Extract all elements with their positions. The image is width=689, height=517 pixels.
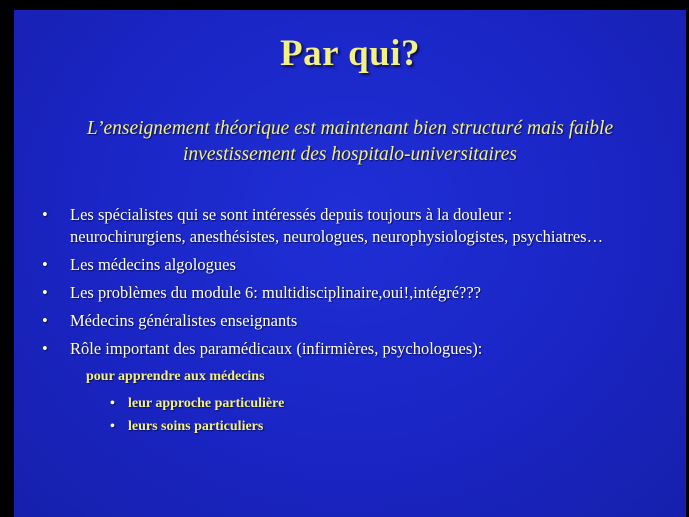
bullet-item-module-6 bbox=[40, 282, 686, 304]
bullet-text: Rôle important des paramédicaux (infirmières, psychologues): bbox=[70, 339, 483, 358]
bullet-item-specialists bbox=[40, 204, 686, 248]
bullet-text-line-1: Les spécialistes qui se sont intéressés depuis toujours à la douleur : bbox=[70, 205, 513, 224]
sub-bullet-text: leurs soins particuliers bbox=[128, 419, 264, 434]
bullet-dot-icon: • bbox=[42, 311, 48, 330]
bullet-text: Médecins généralistes enseignants bbox=[70, 311, 298, 330]
sub-bullet-text: leur approche particulière bbox=[128, 396, 285, 411]
bullet-item-paramedics bbox=[40, 338, 686, 360]
slide-title: Par qui? bbox=[279, 33, 421, 74]
subtitle-line-1: L’enseignement théorique est maintenant bien structuré mais faible bbox=[86, 118, 614, 139]
slide bbox=[14, 10, 686, 517]
sub-bullet-dot-icon: • bbox=[110, 396, 115, 411]
sub-bullet-item-approach bbox=[110, 394, 284, 414]
sub-bullet-dot-icon: • bbox=[110, 419, 115, 434]
bullet-dot-icon: • bbox=[42, 339, 48, 358]
subtitle-line-2: investissement des hospitalo-universitaires bbox=[183, 144, 517, 165]
bullet-item-algologues bbox=[40, 254, 686, 276]
bullet-dot-icon: • bbox=[42, 205, 48, 224]
bullet-dot-icon: • bbox=[42, 283, 48, 302]
bullet-list bbox=[40, 204, 686, 366]
bullet-text: Les médecins algologues bbox=[70, 255, 236, 274]
sub-bullet-list bbox=[110, 394, 284, 440]
sub-note: pour apprendre aux médecins bbox=[86, 369, 265, 384]
sub-bullet-item-care bbox=[110, 417, 284, 437]
slide-subtitle bbox=[24, 116, 676, 168]
bullet-text: Les problèmes du module 6: multidisciplinaire,oui!,intégré??? bbox=[70, 283, 482, 302]
bullet-dot-icon: • bbox=[42, 255, 48, 274]
bullet-text-line-2: neurochirurgiens, anesthésistes, neurologues, neurophysiologistes, psychiatres… bbox=[70, 227, 604, 246]
bullet-item-generalists bbox=[40, 310, 686, 332]
